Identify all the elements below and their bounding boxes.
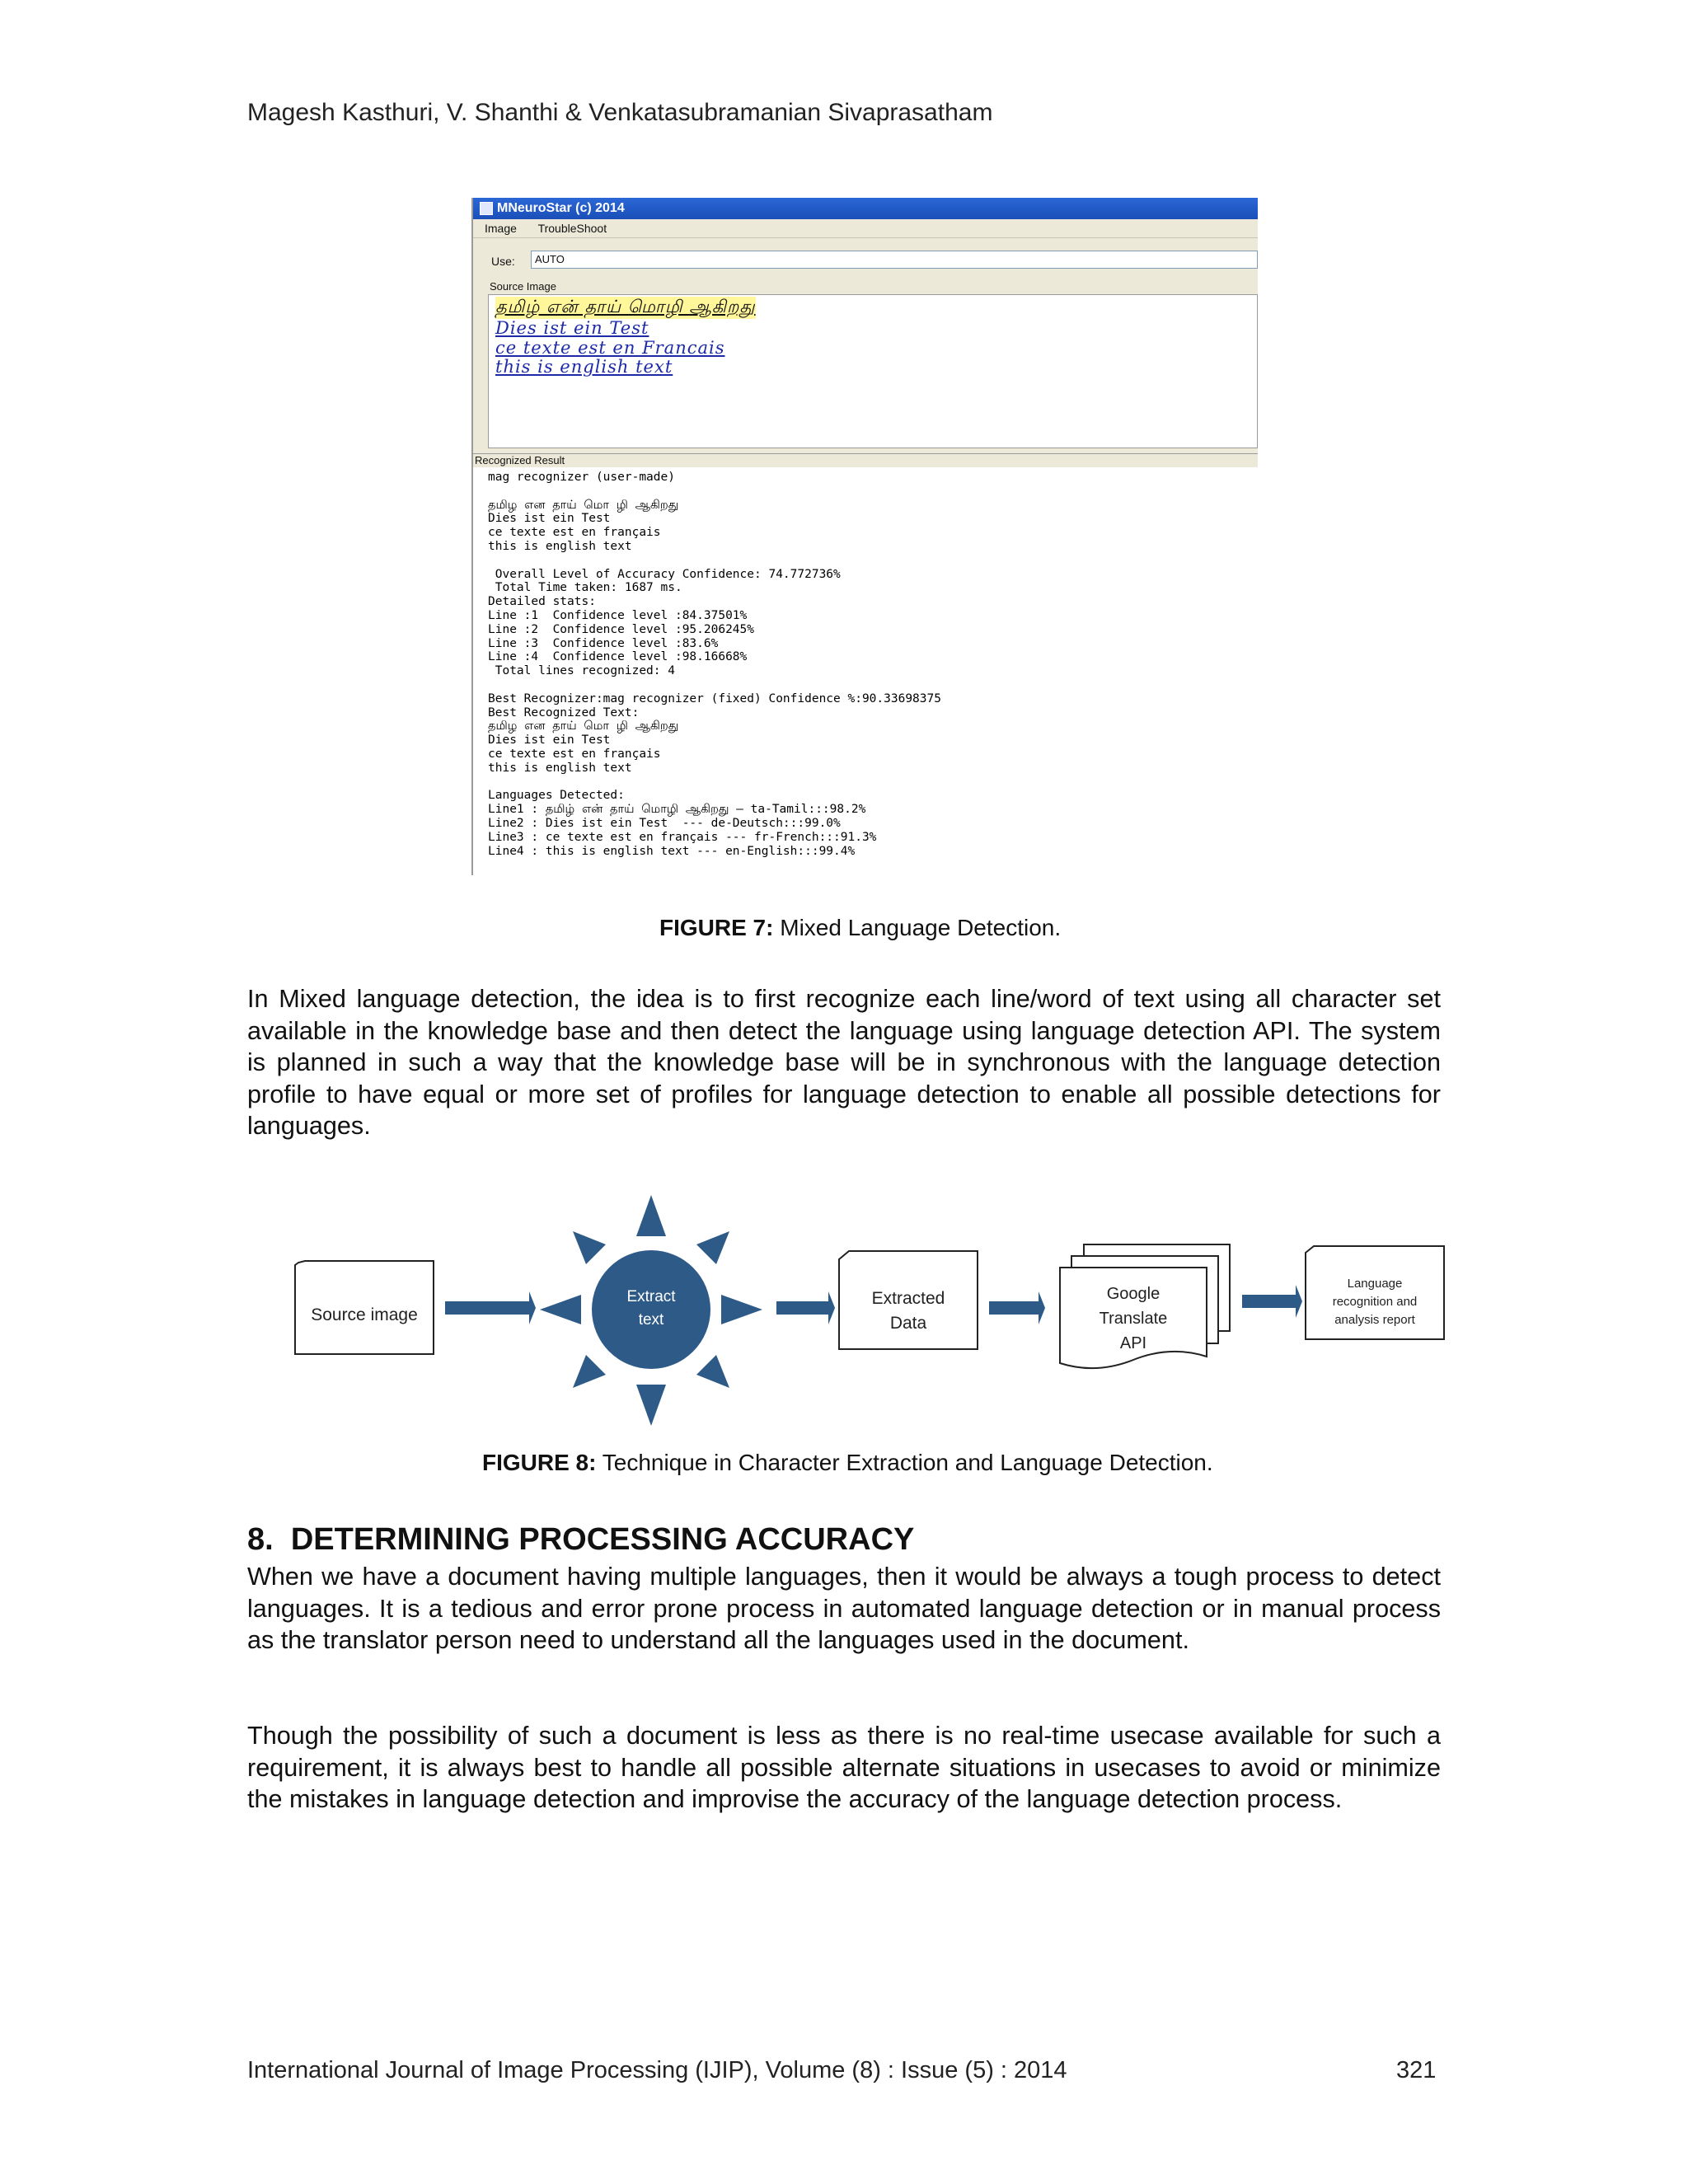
result-line: Line :1 Confidence level :84.37501% [488,609,748,622]
sun-ray-top [636,1195,666,1236]
app-screenshot [471,198,1258,875]
result-line: Line :3 Confidence level :83.6% [488,636,719,650]
window-titlebar [473,198,1258,219]
result-line: Dies ist ein Test [488,733,611,748]
app-icon [480,202,493,215]
use-bar [473,238,1258,279]
google-label-1: Google [1106,1285,1160,1303]
result-line: Line3 : ce texte est en français --- fr-French:::91.3% [488,830,877,844]
paragraph-2: When we have a document having multiple languages, then it would be always a tough process to detect languages. It is a tedious and error prone process in automated language detection or in manual process as the translator person need to understand all the languages used in the document. [247,1563,1441,1654]
result-line: Line2 : Dies ist ein Test --- de-Deutsch:::99.0% [488,817,841,830]
report-label-2: recognition and [1332,1295,1418,1309]
result-line: தமிழ என தாய் மொ ழி ஆகிறது [488,719,679,733]
result-line: Languages Detected: [488,789,625,803]
paragraph-1: In Mixed language detection, the idea is to first recognize each line/word of text using all character set available in the knowledge base and then detect the language using language detection API. The system is planned in such a way that the knowledge base will be in synchronous with the language detection profile to have equal or more set of profiles for language detection to enable all possible detections for languages. [247,985,1441,1140]
result-line: Best Recognized Text: [488,705,640,719]
source-image-label: Source image [311,1305,418,1324]
result-line: ce texte est en français [488,526,661,540]
result-line: Line4 : this is english text --- en-English:::99.4% [488,844,856,858]
source-image-label: Source Image [473,279,1258,294]
result-line: mag recognizer (user-made) [488,471,675,484]
result-line: Line :2 Confidence level :95.206245% [488,622,755,636]
result-line: ce texte est en français [488,748,661,761]
extract-text-circle [592,1250,710,1369]
report-label-1: Language [1347,1277,1403,1291]
result-line: Line :4 Confidence level :98.16668% [488,650,748,664]
result-line: Total lines recognized: 4 [488,664,675,678]
use-select[interactable]: AUTO [531,251,1258,269]
page-number: 321 [1396,2057,1437,2083]
section-number: 8. [247,1522,274,1557]
result-line: Dies ist ein Test [488,512,611,526]
sun-ray-bottom-left [573,1355,606,1388]
handwritten-line-3: ce texte est en Francais [495,338,725,358]
result-line: this is english text [488,540,632,553]
google-label-2: Translate [1099,1310,1168,1328]
report-label-3: analysis report [1334,1313,1415,1327]
figure-7-caption [659,915,1061,941]
sun-ray-bottom [636,1385,666,1426]
result-line: Detailed stats: [488,595,596,609]
running-header: Magesh Kasthuri, V. Shanthi & Venkatasubramanian Sivaprasatham [247,99,993,126]
recognized-result-label: Recognized Result [473,453,1258,467]
handwritten-line-1: தமிழ் என் தாய் மொழி ஆகிறது [495,297,756,319]
extracted-label-1: Extracted [871,1289,945,1308]
sun-ray-bottom-right [696,1355,729,1388]
footer-journal: International Journal of Image Processing (IJIP), Volume (8) : Issue (5) : 2014 [247,2057,1067,2083]
extract-label-2: text [638,1311,664,1329]
result-line: Best Recognizer:mag recognizer (fixed) Confidence %:90.33698375 [488,691,941,705]
window-title: MNeuroStar (c) 2014 [497,201,625,215]
sun-ray-left [540,1295,581,1324]
extract-label-1: Extract [626,1288,676,1305]
figure-7-label: FIGURE 7: [659,915,774,940]
source-image-panel [473,294,1258,453]
recognized-result-panel [473,467,1258,875]
arrow-3 [989,1291,1045,1324]
figure-7-text: Mixed Language Detection. [773,915,1062,940]
result-line: தமிழ என தாய் மொ ழி ஆகிறது [488,498,679,512]
sun-ray-top-right [696,1231,729,1264]
result-line: Line1 : தமிழ் என் தாய் மொழி ஆகிறது — ta-Tamil:::98.2% [488,803,866,817]
figure-8-text: Technique in Character Extraction and Language Detection. [596,1450,1213,1475]
section-title: DETERMINING PROCESSING ACCURACY [290,1522,915,1557]
menu-bar [473,219,1258,238]
result-line: this is english text [488,761,632,775]
source-image-canvas [488,294,1258,448]
menu-troubleshoot[interactable]: TroubleShoot [537,222,607,235]
menu-image[interactable]: Image [485,222,517,235]
arrow-1 [445,1291,536,1324]
google-label-3: API [1119,1334,1147,1352]
figure-8-label: FIGURE 8: [482,1450,597,1475]
extract-text-sun [540,1195,762,1426]
arrow-4 [1242,1285,1302,1318]
paragraph-3: Though the possibility of such a document is less as there is no real-time usecase available for such a requirement, it is always best to handle all possible alternate situations in usecases to avoid or minimize the mistakes in language detection and improvise the accuracy of the language detection process. [247,1722,1441,1813]
sun-ray-right [721,1295,762,1324]
handwritten-line-2: Dies ist ein Test [495,318,649,338]
arrow-2 [776,1291,835,1324]
extracted-label-2: Data [889,1314,927,1333]
sun-ray-top-left [573,1231,606,1264]
figure-8-caption [482,1450,1213,1476]
handwritten-line-4: this is english text [495,357,673,377]
section-heading [247,1522,914,1558]
result-line: Total Time taken: 1687 ms. [488,581,682,595]
process-diagram [280,1187,1451,1426]
result-line: Overall Level of Accuracy Confidence: 74.772736% [488,567,841,581]
use-label: Use: [491,255,515,268]
